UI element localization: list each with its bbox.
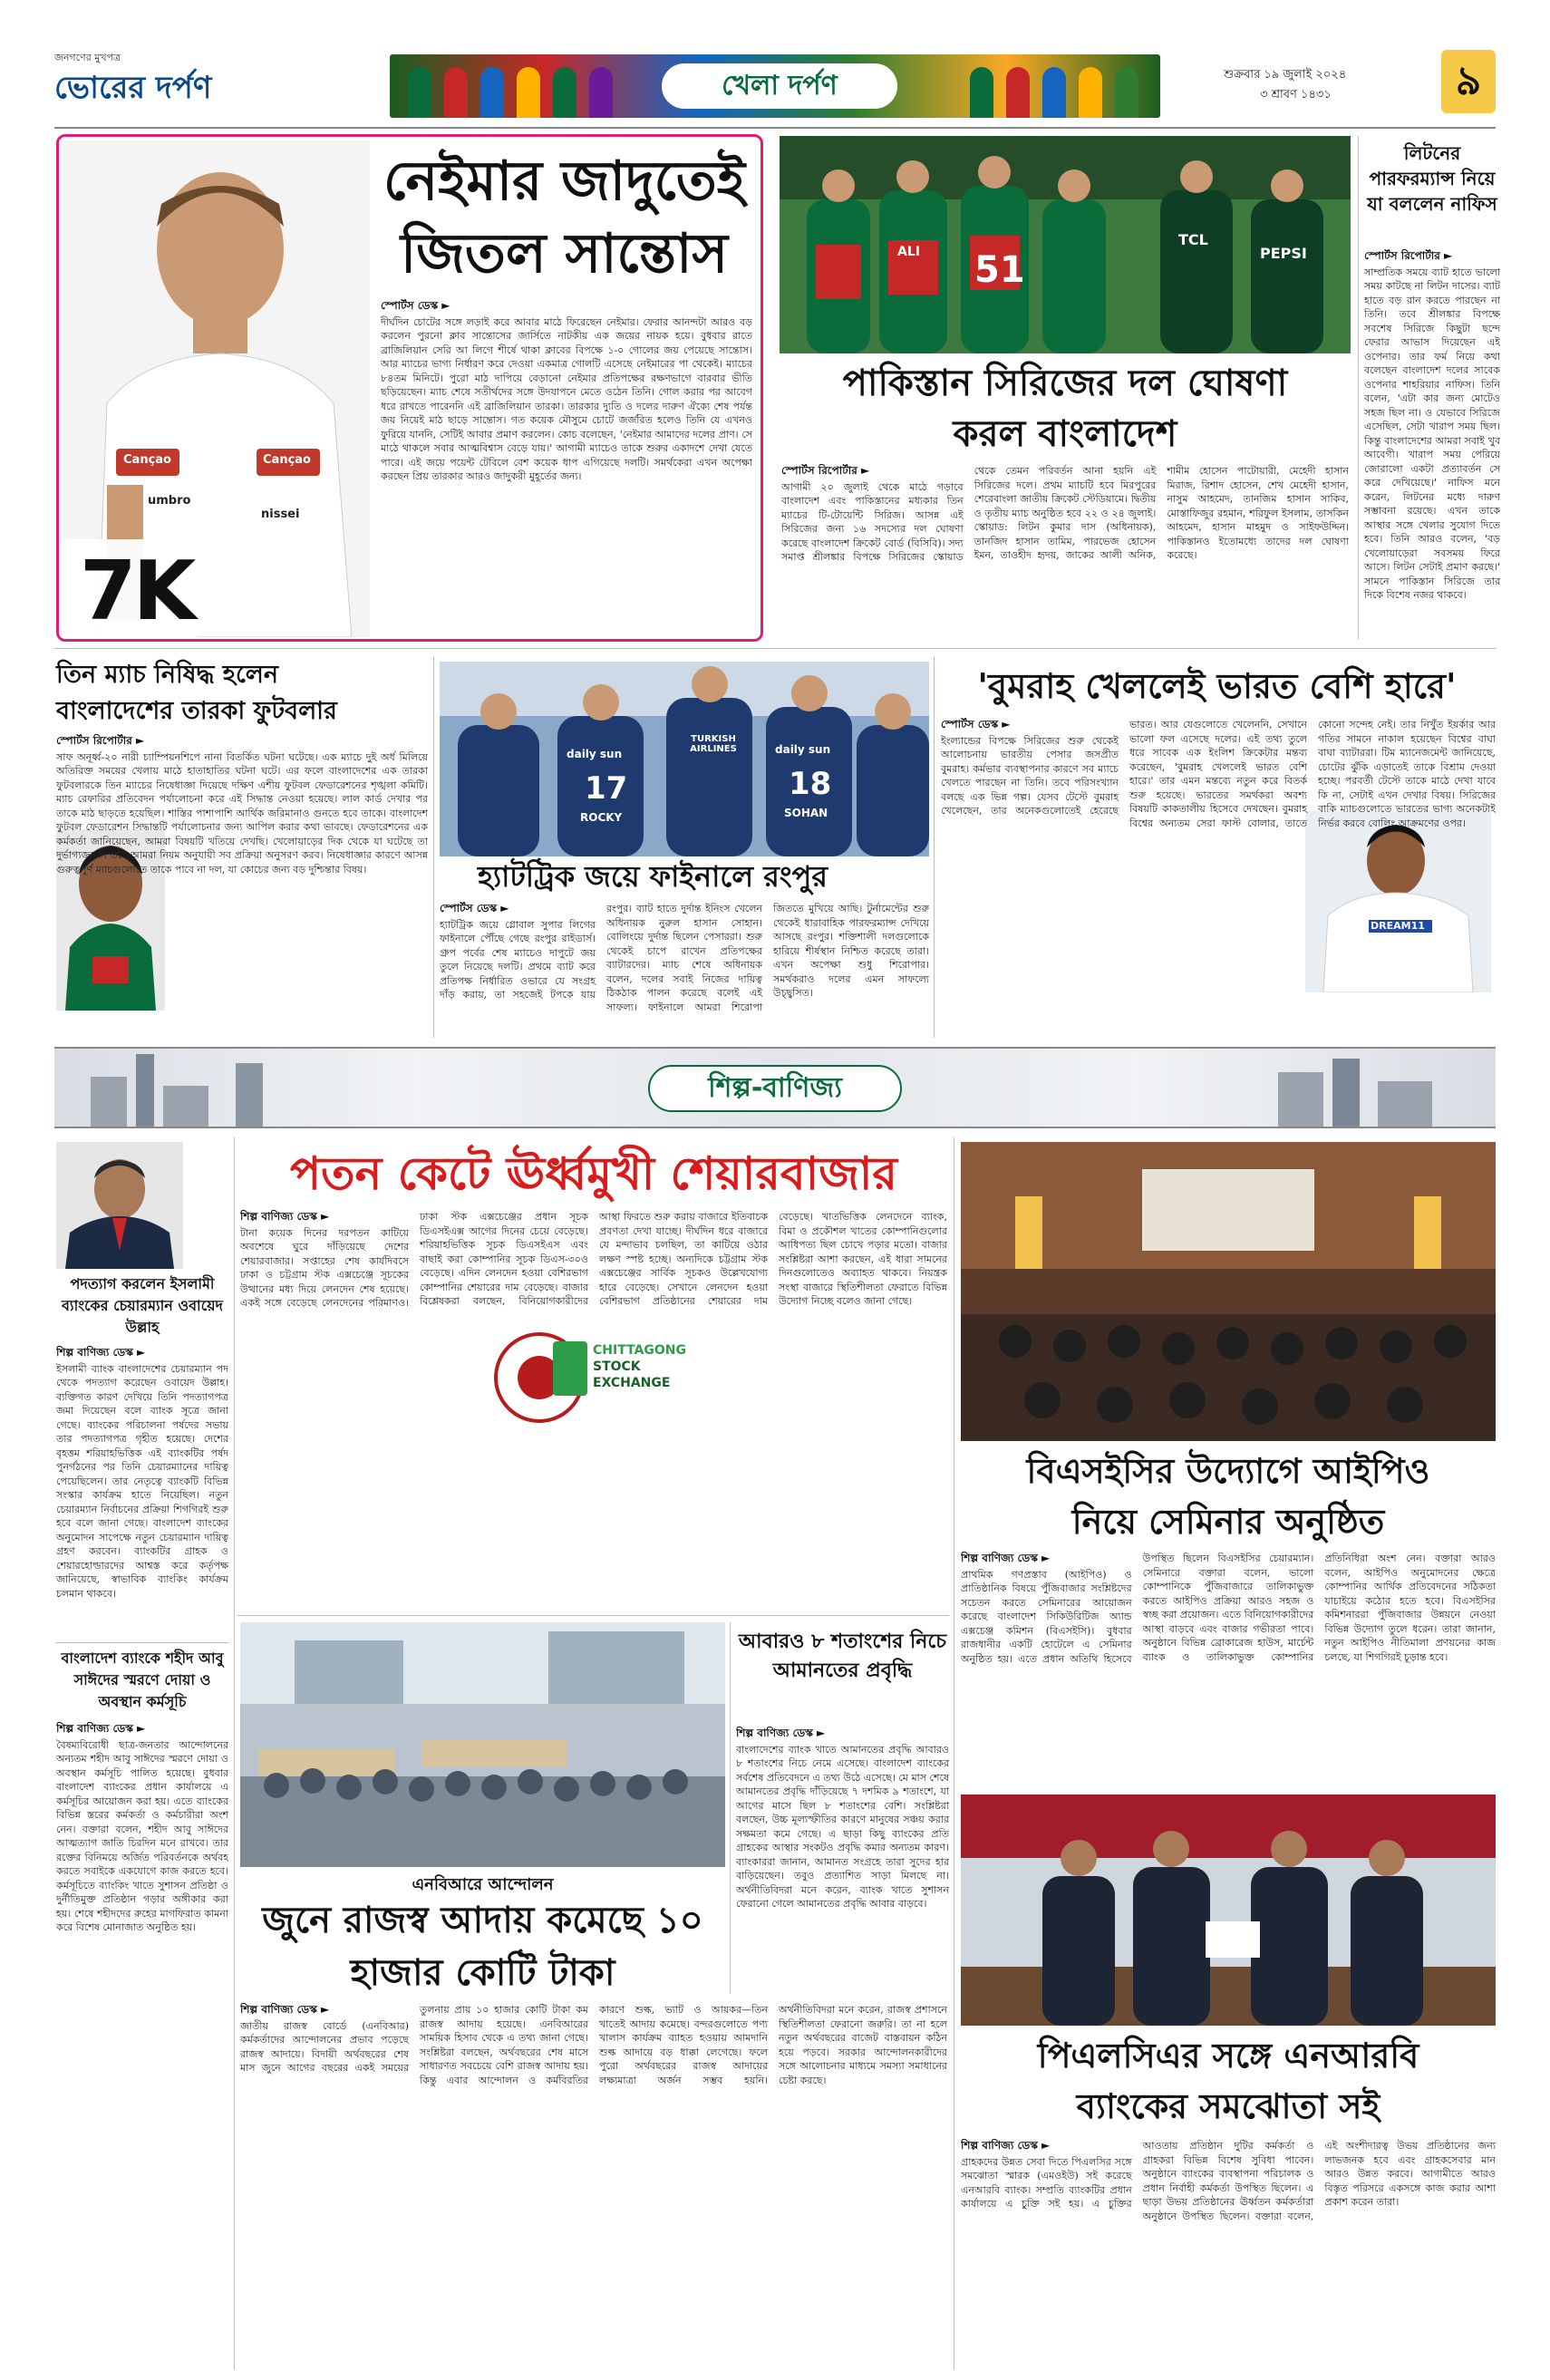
pak-photo-jersey-name: ALI — [897, 245, 920, 259]
footballer-body-text: সাফ অনূর্ধ্ব-২০ নারী চ্যাম্পিয়নশিপে নানা বিতর্কিত ঘটনা ঘটেছে। এক ম্যাচে দুই অর্ধ মিলিয়ে অতিরিক্ত সময়ের খেলায় মাঠে হাতাহাতির ঘটনা ঘটে। এর ফলে বাংলাদেশের এক তারকা ফুটবলারকে তিন ম্যাচের নিষেধাজ্ঞা দিয়েছে দক্ষিণ এশীয় ফুটবল ফেডারেশনের শৃঙ্খলা কমিটি। ম্যাচ রেফারির প্রতিবেদন পর্যালোচনা করে এই সিদ্ধান্ত নেওয়া হয়েছে। লাল কার্ড দেখার পর তাকে মাঠ ছাড়তে হয়েছিল। শাস্তির পাশাপাশি আর্থিক জরিমানাও গুনতে হবে তাকে। বাংলাদেশ ফুটবল ফেডারেশন সিদ্ধান্তটি পর্যালোচনার জন্য আপিল করার কথা ভাবছে। ফেডারেশনের এক কর্মকর্তা জানিয়েছেন, আমরা বিষয়টি খতিয়ে দেখছি। খেলোয়াড়ের দিক থেকে যা ঘটেছে তা দুর্ভাগ্যজনক। তবে আমরা নিয়ম অনুযায়ী সব প্রক্রিয়া অনুসরণ করব। নিষেধাজ্ঞার কারণে আসন্ন গুরুত্বপূর্ণ ম্যাচগুলোতে তাকে পাবে না দল, যা কোচের জন্য বড় দুশ্চিন্তার বিষয়। — [56, 750, 428, 876]
doa-article-body — [56, 1722, 228, 2370]
islami-byline: শিল্প বাণিজ্য ডেস্ক ► — [56, 1346, 146, 1359]
investment-headline: আবারও ৮ শতাংশের নিচে আমানতের প্রবৃদ্ধি — [738, 1630, 947, 1682]
bumrah-sponsor-label: DREAM11 — [1371, 920, 1425, 932]
footballer-article-body — [56, 734, 428, 1038]
cse-logo-line2: STOCK — [593, 1359, 641, 1374]
obayed-ullah-photo — [56, 1142, 183, 1269]
doa-byline: শিল্প বাণিজ্য ডেস্ক ► — [56, 1722, 146, 1735]
seven-k-logo: 7K — [80, 544, 193, 637]
ipo-body-text: প্রাথমিক গণপ্রস্তাব (আইপিও) ও প্রাতিষ্ঠানিক বিষয়ে পুঁজিবাজার সংশ্লিষ্টদের সচেতন করতে সেমিনারের আয়োজন করেছে বাংলাদেশ সিকিউরিটিজ অ্যান্ড এক্সচেঞ্জ কমিশন (বিএসইসি)। বুধবার রাজধানীর একটি হোটেলে এ সেমিনার অনুষ্ঠিত হয়। এতে প্রধান অতিথি হিসেবে উপস্থিত ছিলেন বিএসইসির চেয়ারম্যান। সেমিনারে বক্তারা বলেন, ভালো কোম্পানিকে পুঁজিবাজারে তালিকাভুক্ত করতে আইপিও প্রক্রিয়া আরও সহজ ও স্বচ্ছ করা প্রয়োজন। এতে বিনিয়োগকারীদের আস্থা বাড়বে এবং বাজার গভীরতা পাবে। অনুষ্ঠানে বিভিন্ন ব্রোকারেজ হাউস, মার্চেন্ট ব্যাংক ও তালিকাভুক্ত কোম্পানির প্রতিনিধিরা অংশ নেন। বক্তারা আরও বলেন, আইপিও অনুমোদনের ক্ষেত্রে কোম্পানির আর্থিক প্রতিবেদনের সঠিকতা যাচাইয়ে কঠোর হতে হবে। বিএসইসির কমিশনাররা পুঁজিবাজার উন্নয়নে নেওয়া বিভিন্ন উদ্যোগ তুলে ধরেন। তারা জানান, নতুন আইপিও নীতিমালা প্রণয়নের কাজ চলছে, যা শিগগিরই চূড়ান্ত হবে। — [961, 1553, 1496, 1665]
pakistan-headline-line2: করল বাংলাদেশ — [953, 412, 1177, 455]
plc-byline: শিল্প বাণিজ্য ডেস্ক ► — [961, 2139, 1051, 2152]
rangpur-jersey-number-2: 18 — [789, 766, 832, 802]
revenue-headline-line2: হাজার কোটি টাকা — [350, 1951, 615, 1994]
plc-headline — [961, 2030, 1496, 2132]
ipo-headline — [961, 1446, 1496, 1547]
share-body-text: টানা কয়েক দিনের দরপতন কাটিয়ে অবশেষে ঘুরে দাঁড়িয়েছে দেশের শেয়ারবাজার। সপ্তাহের শেষ কার্যদিবসে ঢাকা ও চট্টগ্রাম স্টক এক্সচেঞ্জে সূচকের উত্থানের মধ্য দিয়ে লেনদেন শেষ হয়েছে। একই সঙ্গে বেড়েছে লেনদেনের পরিমাণও। ঢাকা স্টক এক্সচেঞ্জের প্রধান সূচক ডিএসইএক্স আগের দিনের চেয়ে বেড়েছে। শরিয়াহভিত্তিক সূচক ডিএসইএস এবং বাছাই করা কোম্পানির সূচক ডিএস-৩০ও বেড়েছে। এদিন লেনদেন হওয়া বেশিরভাগ কোম্পানির শেয়ারের দাম বেড়েছে। বাজার বিশ্লেষকরা বলছেন, বিনিয়োগকারীদের আস্থা ফিরতে শুরু করায় বাজারে ইতিবাচক প্রবণতা দেখা যাচ্ছে। দীর্ঘদিন ধরে বাজারে যে মন্দাভাব চলছিল, তা কাটিয়ে ওঠার লক্ষণ স্পষ্ট হচ্ছে। অন্যদিকে চট্টগ্রাম স্টক এক্সচেঞ্জের সার্বিক সূচকও উল্লেখযোগ্য হারে বেড়েছে। সেখানে লেনদেন হওয়া বেশিরভাগ প্রতিষ্ঠানের শেয়ারের দাম বেড়েছে। খাতভিত্তিক লেনদেনে ব্যাংক, বিমা ও প্রকৌশল খাতের কোম্পানিগুলোর আধিপত্য ছিল চোখে পড়ার মতো। বাজার সংশ্লিষ্টরা আশা করছেন, এই ধারা সামনের দিনগুলোতেও অব্যাহত থাকবে। নিয়ন্ত্রক সংস্থা বাজারে স্থিতিশীলতা ফেরাতে বিভিন্ন উদ্যোগ নিচ্ছে বলেও জানা গেছে। — [240, 1211, 947, 1309]
rangpur-headline: হ্যাটট্রিক জয়ে ফাইনালে রংপুর — [478, 859, 828, 894]
islami-article-body — [56, 1346, 228, 1636]
rangpur-byline: স্পোর্টস ডেস্ক ► — [440, 902, 509, 914]
neymar-sponsor-label-2: Cançao — [263, 453, 311, 467]
investment-article-body — [736, 1727, 949, 1998]
rangpur-article-body — [440, 902, 929, 1038]
neymar-brand-label-2: nissei — [261, 508, 300, 521]
ipo-article-body — [961, 1552, 1496, 1787]
neymar-headline — [372, 145, 757, 290]
revenue-kicker: এনবিআরে আন্দোলন — [412, 1875, 554, 1894]
litton-article-body — [1364, 249, 1500, 639]
neymar-headline-line2: জিতল সান্তোস — [401, 222, 728, 285]
pak-photo-jersey-number: 51 — [974, 249, 1025, 291]
footballer-headline — [56, 657, 428, 730]
footballer-headline-line1: তিন ম্যাচ নিষিদ্ধ হলেন — [56, 661, 279, 689]
revenue-body-text: জাতীয় রাজস্ব বোর্ডে (এনবিআর) কর্মকর্তাদের আন্দোলনের প্রভাব পড়েছে রাজস্ব আদায়ে। বিদায়ী অর্থবছরের শেষ মাস জুনে আগের বছরের একই সময়ের তুলনায় প্রায় ১০ হাজার কোটি টাকা কম রাজস্ব আদায় হয়েছে। এনবিআরের সাময়িক হিসাব থেকে এ তথ্য জানা গেছে। সংশ্লিষ্টরা বলছেন, অর্থবছরের শেষ মাসে সাধারণত সবচেয়ে বেশি রাজস্ব আদায় হয়। কিন্তু এবার আন্দোলন ও কর্মবিরতির কারণে শুল্ক, ভ্যাট ও আয়কর—তিন খাতেই আদায় কমেছে। বন্দরগুলোতে পণ্য খালাস কার্যক্রম ব্যাহত হওয়ায় আমদানি শুল্ক আদায়ে বড় ধাক্কা লেগেছে। ফলে পুরো অর্থবছরের রাজস্ব আদায়ের লক্ষ্যমাত্রা অর্জন সম্ভব হয়নি। অর্থনীতিবিদরা মনে করেন, রাজস্ব প্রশাসনে স্থিতিশীলতা ফেরানো জরুরি। তা না হলে নতুন অর্থবছরের বাজেট বাস্তবায়ন কঠিন হয়ে পড়বে। সরকার আন্দোলনকারীদের সঙ্গে আলোচনার মাধ্যমে সমস্যা সমাধানের চেষ্টা করছে। — [240, 2004, 947, 2086]
islami-body-text: ইসলামী ব্যাংক বাংলাদেশের চেয়ারম্যান পদ থেকে পদত্যাগ করেছেন ওবায়েদ উল্লাহ। ব্যক্তিগত কারণ দেখিয়ে তিনি পদত্যাগপত্র জমা দিয়েছেন বলে ব্যাংক সূত্রে জানা গেছে। ব্যাংকের পরিচালনা পর্ষদের সভায় তার পদত্যাগপত্র গৃহীত হয়েছে। দেশের বৃহত্তম শরিয়াহভিত্তিক এই ব্যাংকটির পর্ষদ পুনর্গঠনের পর তিনি চেয়ারম্যানের দায়িত্ব পেয়েছিলেন। তার নেতৃত্বে ব্যাংকটি বিভিন্ন সংস্কার কার্যক্রম হাতে নিয়েছিল। নতুন চেয়ারম্যান নির্বাচনের প্রক্রিয়া শিগগিরই শুরু হবে বলে জানা গেছে। বাংলাদেশ ব্যাংকের অনুমোদন সাপেক্ষে নতুন চেয়ারম্যান দায়িত্ব গ্রহণ করবেন। ব্যাংকটির গ্রাহক ও শেয়ারহোল্ডারদের আশ্বস্ত করে কর্তৃপক্ষ জানিয়েছে, স্বাভাবিক ব্যাংকিং কার্যক্রম চলমান থাকবে। — [56, 1362, 228, 1600]
litton-body-text: সাম্প্রতিক সময়ে ব্যাট হাতে ভালো সময় কাটছে না লিটন দাসের। ব্যাট হাতে বড় রান করতে পারছেন না তিনি। তবে শ্রীলঙ্কার বিপক্ষে সবশেষ সিরিজে কিছুটা ছন্দে ফেরার আভাস দিয়েছেন এই ওপেনার। তার ফর্ম নিয়ে কথা বলেছেন বাংলাদেশ দলের সাবেক ওপেনার শাহরিয়ার নাফিস। তিনি বলেন, 'এটা কার জন্য মোটেও সহজ ছিল না। ও যেভাবে সিরিজে এসেছিল, সেটা খারাপ সময় ছিল। কিন্তু বাংলাদেশের আমরা সবাই খুব আবেগী। খারাপ সময় পেরিয়ে জোরালো একটা প্রত্যাবর্তন সে করে দেখিয়েছে।' নাফিস মনে করেন, লিটনের মধ্যে দারুণ সম্ভাবনা রয়েছে। এখন তাকে আস্থার সঙ্গে খেলার সুযোগ দিতে হবে। তিনি আরও বলেন, 'বড় খেলোয়াড়েরা সবসময় ফিরে আসে। লিটন সেটাই প্রমাণ করছে।' সামনে পাকিস্তান সিরিজে তার দিকে বিশেষ নজর থাকবে। — [1364, 266, 1500, 601]
pakistan-headline — [780, 358, 1351, 460]
pakistan-body-text: আগামী ২০ জুলাই থেকে মাঠে গড়াবে বাংলাদেশ এবং পাকিস্তানের মধ্যকার তিন ম্যাচের টি-টোয়েন্টি সিরিজ। আসন্ন এই সিরিজের জন্য ১৬ সদস্যের দল ঘোষণা করেছে বাংলাদেশ ক্রিকেট বোর্ড (বিসিবি)। সদ্য সমাপ্ত শ্রীলঙ্কার বিপক্ষে সিরিজের স্কোয়াড থেকে তেমন পরিবর্তন আনা হয়নি এই সিরিজের দলে। প্রথম ম্যাচটি হবে মিরপুরের শেরেবাংলা জাতীয় ক্রিকেট স্টেডিয়ামে। দ্বিতীয় ও তৃতীয় ম্যাচ অনুষ্ঠিত হবে ২২ ও ২৪ জুলাই। স্কোয়াড: লিটন কুমার দাস (অধিনায়ক), তানজিদ হাসান তামিম, পারভেজ হোসেন ইমন, তাওহীদ হৃদয়, জাকের আলী অনিক, শামীম হোসেন পাটোয়ারী, মেহেদী হাসান মিরাজ, রিশাদ হোসেন, শেখ মেহেদী হাসান, নাসুম আহমেদ, তানজিম হাসান সাকিব, মোস্তাফিজুর রহমান, শরিফুল ইসলাম, তাসকিন আহমেদ, হাসান মাহমুদ ও সাইফউদ্দিন। পাকিস্তানও ইতোমধ্যে তাদের দল ঘোষণা করেছে। — [781, 465, 1349, 563]
cse-logo-line1: CHITTAGONG — [593, 1343, 686, 1358]
litton-headline: লিটনের পারফরম্যান্স নিয়ে যা বললেন নাফিস — [1367, 142, 1497, 215]
doa-body-text: বৈষম্যবিরোধী ছাত্র-জনতার আন্দোলনের অন্যতম শহীদ আবু সাঈদের স্মরণে দোয়া ও অবস্থান কর্মসূচি পালিত হয়েছে। বুধবার বাংলাদেশ ব্যাংকের প্রধান কার্যালয়ে এ কর্মসূচির আয়োজন করা হয়। এতে ব্যাংকের বিভিন্ন স্তরের কর্মকর্তা ও কর্মচারীরা অংশ নেন। বক্তারা বলেন, শহীদ আবু সাঈদের আত্মত্যাগ জাতি চিরদিন মনে রাখবে। তার রক্তের বিনিময়ে অর্জিত পরিবর্তনকে অর্থবহ করতে সবাইকে একযোগে কাজ করতে হবে। কর্মসূচিতে ব্যাংকিং খাতে সুশাসন প্রতিষ্ঠা ও দুর্নীতিমুক্ত প্রতিষ্ঠান গড়ার অঙ্গীকার করা হয়। শেষে শহীদদের রুহের মাগফিরাত কামনা করে বিশেষ মোনাজাত অনুষ্ঠিত হয়। — [56, 1738, 228, 1933]
masthead-tagline: জনগণের মুখপত্র — [54, 52, 121, 63]
doa-headline: বাংলাদেশ ব্যাংকে শহীদ আবু সাঈদের স্মরণে দোয়া ও অবস্থান কর্মসূচি — [61, 1650, 224, 1710]
pakistan-headline-line1: পাকিস্তান সিরিজের দল ঘোষণা — [842, 362, 1288, 404]
rangpur-sponsor-label-2: daily sun — [775, 743, 831, 756]
neymar-photo — [62, 140, 370, 637]
plc-body-text: গ্রাহকদের উন্নত সেবা দিতে পিএলসির সঙ্গে সমঝোতা স্মারক (এমওইউ) সই করেছে এনআরবি ব্যাংক। সম্প্রতি ব্যাংকটির প্রধান কার্যালয়ে এ চুক্তি সই হয়। এ চুক্তির আওতায় প্রতিষ্ঠান দুটির কর্মকর্তা ও গ্রাহকরা বিভিন্ন বিশেষ সুবিধা পাবেন। অনুষ্ঠানে ব্যাংকের ব্যবস্থাপনা পরিচালক ও প্রধান নির্বাহী কর্মকর্তা উপস্থিত ছিলেন। এ ছাড়া উভয় প্রতিষ্ঠানের ঊর্ধ্বতন কর্মকর্তারা অনুষ্ঠানে উপস্থিত ছিলেন। বক্তারা বলেন, এই অংশীদারত্ব উভয় প্রতিষ্ঠানের জন্য লাভজনক হবে এবং গ্রাহকসেবার মান আরও উন্নত করবে। আগামীতে আরও বিস্তৃত পরিসরে একসঙ্গে কাজ করার আশা প্রকাশ করেন তারা। — [961, 2140, 1496, 2222]
pakistan-byline: স্পোর্টস রিপোর্টার ► — [781, 464, 870, 477]
pak-photo-sponsor-pepsi: PEPSI — [1260, 245, 1307, 262]
sports-banner — [390, 54, 1160, 118]
neymar-byline: স্পোর্টস ডেস্ক ► — [381, 299, 450, 312]
rangpur-sponsor-label-1: daily sun — [567, 748, 623, 760]
bumrah-headline: 'বুমরাহ খেললেই ভারত বেশি হারে' — [977, 665, 1457, 706]
share-headline: পতন কেটে ঊর্ধ্বমুখী শেয়ারবাজার — [290, 1146, 897, 1200]
nrb-mou-photo — [961, 1795, 1496, 2026]
plc-article-body — [961, 2139, 1496, 2370]
neymar-brand-label: umbro — [148, 494, 191, 508]
rangpur-jersey-name-1: ROCKY — [580, 811, 623, 824]
bumrah-body-text: ইংল্যান্ডের বিপক্ষে সিরিজের শুরু থেকেই আলোচনায় ভারতীয় পেসার জসপ্রীত বুমরাহ। কর্মভার ব্যবস্থাপনার কারণে সব ম্যাচে খেলতে পারছেন না তিনি। তবে পরিসংখ্যান বলছে এক ভিন্ন গল্প। যেসব টেস্টে বুমরাহ খেলেছেন, তার অনেকগুলোতেই হেরেছে ভারত। আর যেগুলোতে খেলেননি, সেখানে ভালো ফল এসেছে দলের। এই তথ্য তুলে ধরে সাবেক এক ইংলিশ ক্রিকেটার মন্তব্য করেছেন, 'বুমরাহ খেললেই ভারত বেশি হারে।' তার এমন মন্তব্যে নতুন করে বিতর্ক শুরু হয়েছে। ভারতের সমর্থকরা অবশ্য বিষয়টি কাকতালীয় হিসেবে দেখছেন। বুমরাহ বিশ্বের অন্যতম সেরা ফাস্ট বোলার, তাতে কোনো সন্দেহ নেই। তার নিখুঁত ইয়র্কার আর গতির সামনে নাকাল হয়েছেন বিশ্বের বাঘা বাঘা ব্যাটাররা। টিম ম্যানেজমেন্ট জানিয়েছে, চোটের ঝুঁকি এড়াতেই তাকে বিশ্রাম দেওয়া হচ্ছে। পরবর্তী টেস্টে তাকে মাঠে দেখা যাবে কি না, সেটাই এখন দেখার বিষয়। সিরিজের বাকি ম্যাচগুলোতে ভারতের ভাগ্য অনেকটাই নির্ভর করবে বোলিং আক্রমণের ওপর। — [941, 719, 1496, 829]
pak-photo-sponsor-tcl: TCL — [1178, 231, 1208, 248]
page-number: ৯ — [1441, 50, 1496, 113]
investment-body-text: বাংলাদেশের ব্যাংক খাতে আমানতের প্রবৃদ্ধি আবারও ৮ শতাংশের নিচে নেমে এসেছে। বাংলাদেশ ব্যাংকের সর্বশেষ প্রতিবেদনে এ তথ্য উঠে এসেছে। মে মাস শেষে আমানতের প্রবৃদ্ধি দাঁড়িয়েছে ৭ দশমিক ৯ শতাংশে, যা আগের মাসে ছিল ৮ শতাংশের বেশি। সংশ্লিষ্টরা বলছেন, উচ্চ মূল্যস্ফীতির কারণে মানুষের সঞ্চয় করার সক্ষমতা কমে গেছে। এ ছাড়া কিছু ব্যাংকের প্রতি গ্রাহকের আস্থার সংকটও প্রবৃদ্ধি কমার অন্যতম কারণ। ব্যাংকাররা জানান, আমানত সংগ্রহে তারা সুদের হার বাড়িয়েছেন। তবুও প্রত্যাশিত সাড়া মিলছে না। অর্থনীতিবিদরা মনে করেন, ব্যাংক খাতে সুশাসন ফেরানো গেলে আমানতের প্রবৃদ্ধি আবার বাড়বে। — [736, 1743, 949, 1910]
footballer-byline: স্পোর্টস রিপোর্টার ► — [56, 734, 145, 747]
revenue-headline — [240, 1894, 725, 1999]
revenue-article-body — [240, 2003, 947, 2370]
rangpur-jersey-number-1: 17 — [585, 770, 628, 807]
paper-logo: ভোরের দর্পণ — [54, 70, 212, 106]
footballer-headline-line2: বাংলাদেশের তারকা ফুটবলার — [56, 697, 337, 725]
nbr-protest-photo — [240, 1622, 725, 1867]
bumrah-article-body — [941, 718, 1496, 1038]
share-article-body — [240, 1210, 947, 1609]
ipo-byline: শিল্প বাণিজ্য ডেস্ক ► — [961, 1552, 1051, 1564]
neymar-headline-line1: নেইমার জাদুতেই — [383, 150, 745, 213]
ipo-headline-line1: বিএসইসির উদ্যোগে আইপিও — [1026, 1450, 1430, 1491]
revenue-byline: শিল্প বাণিজ্য ডেস্ক ► — [240, 2003, 330, 2016]
plc-headline-line2: ব্যাংকের সমঝোতা সই — [1076, 2085, 1380, 2126]
ipo-headline-line2: নিয়ে সেমিনার অনুষ্ঠিত — [1071, 1501, 1385, 1542]
rangpur-photo — [440, 662, 929, 856]
bangladesh-team-photo — [780, 136, 1351, 353]
investment-byline: শিল্প বাণিজ্য ডেস্ক ► — [736, 1727, 826, 1739]
neymar-article-body — [381, 299, 752, 634]
bumrah-byline: স্পোর্টস ডেস্ক ► — [941, 718, 1011, 730]
cse-logo-line3: EXCHANGE — [593, 1376, 671, 1390]
masthead-date-line1: শুক্রবার ১৯ জুলাই ২০২৪ — [1224, 68, 1347, 82]
pakistan-article-body — [781, 464, 1349, 641]
ipo-seminar-photo — [961, 1142, 1496, 1441]
neymar-sponsor-label-1: Cançao — [123, 453, 171, 467]
neymar-body-text: দীর্ঘদিন চোটের সঙ্গে লড়াই করে আবার মাঠে ফিরেছেন নেইমার। ফেরার আনন্দটা আরও বড় করলেন পুরনো ক্লাব সান্তোসের জার্সিতে নাটকীয় এক জয়ের নায়ক হয়ে। বুধবার রাতে ব্রাজিলিয়ান সেরি আ লিগে শীর্ষে থাকা ক্লাবের বিপক্ষে ১-০ গোলের জয় পেয়েছে সান্তোস। আর ম্যাচের ভাগ্য নির্ধারণ করে দেওয়া একমাত্র গোলটি এসেছে নেইমারের পা থেকেই। ম্যাচের ৮৪তম মিনিটে। পুরো মাঠ দাপিয়ে বেড়ানো নেইমার প্রতিপক্ষের রক্ষণভাগে বারবার ভীতি ছড়িয়েছেন। ম্যাচ শেষে সতীর্থদের সঙ্গে উদযাপনে মেতে ওঠেন তিনি। গোল করার পর আবেগ ধরে রাখতে পারেননি এই ব্রাজিলিয়ান তারকা। তারকার দ্যুতি ও দলের দারুণ ঐক্যে শেষ পর্যন্ত জয় নিয়েই মাঠ ছাড়ে সান্তোস। গত কয়েক মৌসুমে চোটে জর্জরিত হলেও তিনি যে এখনও ফুরিয়ে যাননি, সেটিই আবার প্রমাণ করলেন। কোচ বলেছেন, 'নেইমার আমাদের দলের প্রাণ। সে মাঠে থাকলে সবার আত্মবিশ্বাস বেড়ে যায়।' আগামী ম্যাচেও তাকে শুরুর একাদশে দেখা যেতে পারে। এই জয়ে পয়েন্ট টেবিলে বেশ কয়েক ধাপ এগিয়েছে দলটি। সমর্থকেরা এখন অপেক্ষা করছেন প্রিয় তারকার আরও জাদুকরী মুহূর্তের জন্য। — [381, 315, 752, 482]
revenue-headline-line1: জুনে রাজস্ব আদায় কমেছে ১০ — [262, 1899, 703, 1941]
islami-headline: পদত্যাগ করলেন ইসলামী ব্যাংকের চেয়ারম্যান ওবায়েদ উল্লাহ — [62, 1275, 223, 1336]
rangpur-jersey-name-2: SOHAN — [784, 807, 828, 819]
business-section-title: শিল্প-বাণিজ্য — [648, 1065, 902, 1112]
business-banner — [54, 1047, 1496, 1128]
section-title-sports: খেলা দর্পণ — [662, 63, 897, 109]
masthead-date-line2: ৩ শ্রাবণ ১৪৩১ — [1260, 88, 1332, 102]
plc-headline-line1: পিএলসিএর সঙ্গে এনআরবি — [1037, 2035, 1419, 2075]
litton-byline: স্পোর্টস রিপোর্টার ► — [1364, 249, 1453, 262]
rangpur-airline-label: TURKISH AIRLINES — [690, 734, 737, 754]
share-byline: শিল্প বাণিজ্য ডেস্ক ► — [240, 1210, 330, 1223]
rangpur-body-text: হ্যাটট্রিক জয়ে গ্লোবাল সুপার লিগের ফাইনালে পৌঁছে গেছে রংপুর রাইডার্স। গ্রুপ পর্বের শেষ ম্যাচেও দাপুটে জয় তুলে নিয়েছে দলটি। প্রথমে ব্যাট করে প্রতিপক্ষ নির্ধারিত ওভারে যে সংগ্রহ দাঁড় করায়, তা সহজেই টপকে যায় রংপুর। ব্যাট হাতে দুর্দান্ত ইনিংস খেলেন অধিনায়ক নুরুল হাসান সোহান। বোলিংয়ে দুর্দান্ত ছিলেন পেসাররা। শুরু থেকেই চাপে রাখেন প্রতিপক্ষের ব্যাটারদের। ম্যাচ শেষে অধিনায়ক বলেন, দলের সবাই নিজের দায়িত্ব ঠিকঠাক পালন করেছে বলেই এই সাফল্য। ফাইনালে আমরা শিরোপা জিততে মুখিয়ে আছি। টুর্নামেন্টের শুরু থেকেই ধারাবাহিক পারফরম্যান্স দেখিয়ে আসছে রংপুর। শক্তিশালী দলগুলোকে হারিয়ে শীর্ষস্থান নিশ্চিত করেছে তারা। এখন অপেক্ষা শুধু শিরোপার। সমর্থকরাও দলের এমন সাফল্যে উচ্ছ্বসিত। — [440, 903, 929, 1013]
